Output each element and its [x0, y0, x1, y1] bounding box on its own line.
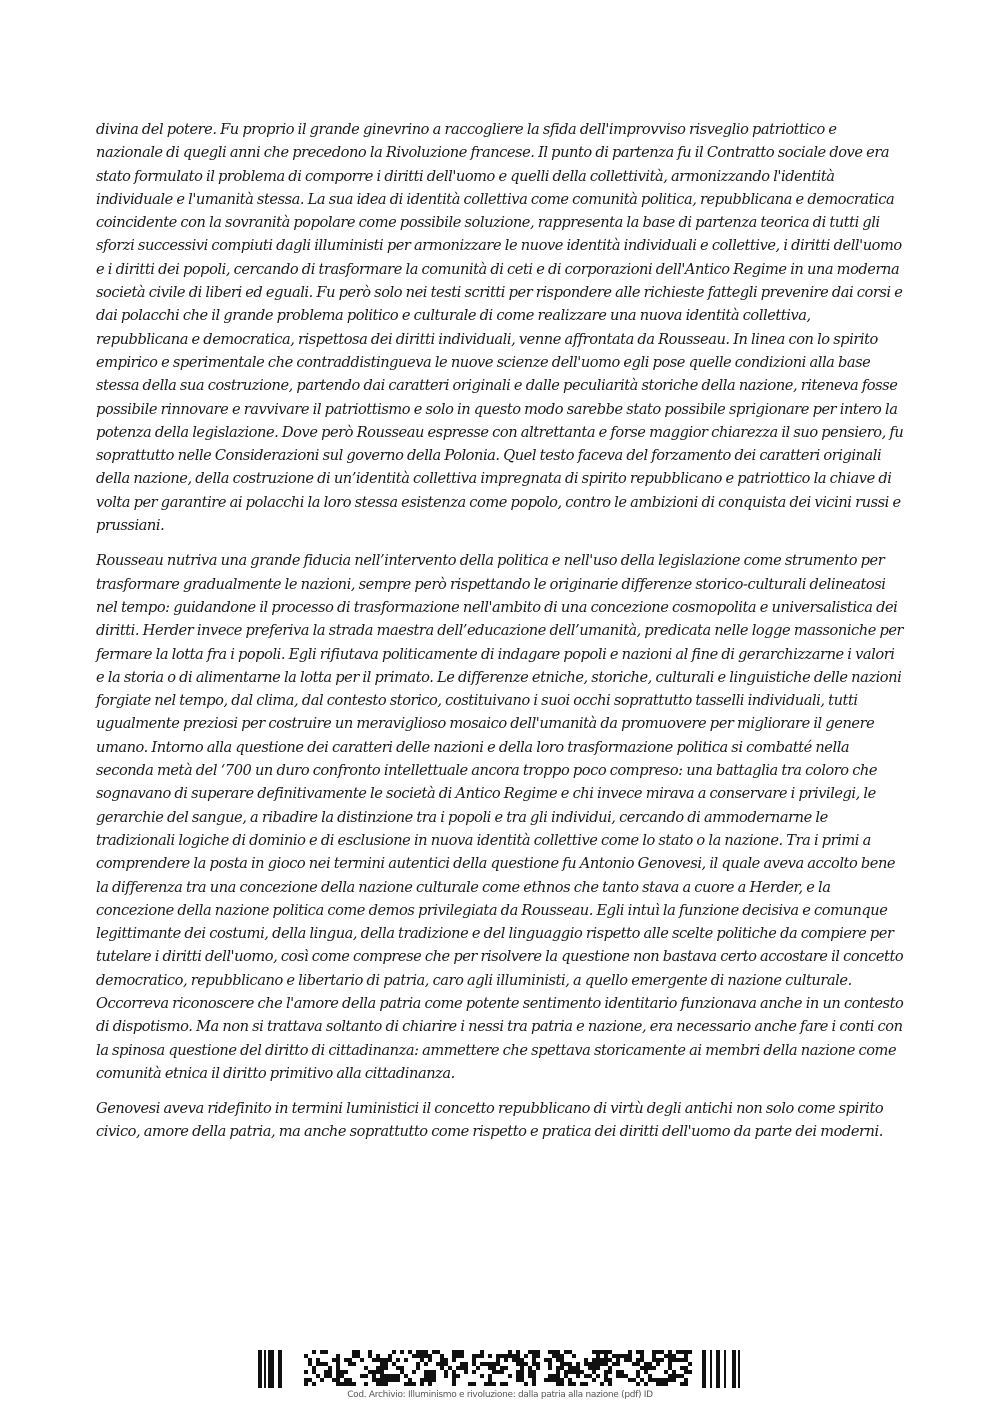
paragraph-2: Rousseau nutriva una grande fiducia nell’intervento della politica e nell'uso della legislazione come strumento per trasformare gradualmente le nazioni, sempre però rispettando le originarie differenze storico-culturali delineatosi nel tempo: guidandone il processo di trasformazione nell'ambito di una concezione cosmopolita e universalistica dei diritti. Herder invece preferiva la strada maestra dell’educazione dell’umanità, predicata nelle logge massoniche per fermare la lotta fra i popoli. Egli rifiutava politicamente di indagare popoli e nazioni al fine di gerarchizzarne i valori e la storia o di alimentarne la lotta per il primato. Le differenze etniche, storiche, culturali e linguistiche delle nazioni forgiate nel tempo, dal clima, dal contesto storico, costituivano i suoi occhi soprattutto tasselli individuali, tutti ugualmente preziosi per costruire un meraviglioso mosaico dell'umanità da promuovere per migliorare il genere umano. Intorno alla questione dei caratteri delle nazioni e della loro trasformazione politica si combatté nella seconda metà del ‘700 un duro confronto intellettuale ancora troppo poco compreso: una battaglia tra coloro che sognavano di superare definitivamente le società di Antico Regime e chi invece mirava a conservare i privilegi, le gerarchie del sangue, a ribadire la distinzione tra i popoli e tra gli individui, cercando di ammodernarne le tradizionali logiche di dominio e di esclusione in nuova identità collettive come lo stato o la nazione. Tra i primi a comprendere la posta in gioco nei termini autentici della questione fu Antonio Genovesi, il quale aveva accolto bene la differenza tra una concezione della nazione culturale come ethnos che tanto stava a cuore a Herder, e la concezione della nazione politica come demos privilegiata da Rousseau. Egli intuì la funzione decisiva e comunque legittimante dei costumi, della lingua, della tradizione e del linguaggio rispetto alle scelte politiche da compiere per tutelare i diritti dell'uomo, così come comprese che per risolvere la questione non bastava certo accostare il concetto democratico, repubblicano e libertario di patria, caro agli illuministi, a quello emergente di nazione culturale. Occorreva riconoscere che l'amore della patria come potente sentimento identitario funzionava anche in un contesto di dispotismo. Ma non si trattava soltanto di chiarire i nessi tra patria e nazione, era necessario anche fare i conti con la spinosa questione del diritto di cittadinanza: ammettere che spettava storicamente ai membri della nazione come comunità etnica il diritto primitivo alla cittadinanza.: [96, 552, 904, 1082]
footer-barcode: [258, 1350, 742, 1400]
barcode-caption: Cod. Archivio: Illuminismo e rivoluzione: dalla patria alla nazione (pdf) ID: [347, 1390, 653, 1400]
barcode-graphic: [258, 1350, 742, 1390]
paragraph-1: divina del potere. Fu proprio il grande ginevrino a raccogliere la sfida dell'improvviso risveglio patriottico e nazionale di quegli anni che precedono la Rivoluzione francese. Il punto di partenza fu il Contratto sociale dove era stato formulato il problema di comporre i diritti dell'uomo e quelli della collettività, armonizzando l'identità individuale e l'umanità stessa. La sua idea di identità collettiva come comunità politica, repubblicana e democratica coincidente con la sovranità popolare come possibile soluzione, rappresenta la base di partenza teorica di tutti gli sforzi successivi compiuti dagli illuministi per armonizzare le nuove identità individuali e collettive, i diritti dell'uomo e i diritti dei popoli, cercando di trasformare la comunità di ceti e di corporazioni dell'Antico Regime in una moderna società civile di liberi ed eguali. Fu però solo nei testi scritti per rispondere alle richieste fattegli prevenire dai corsi e dai polacchi che il grande problema politico e culturale di come realizzare una nuova identità collettiva, repubblicana e democratica, rispettosa dei diritti individuali, venne affrontata da Rousseau. In linea con lo spirito empirico e sperimentale che contraddistingueva le nuove scienze dell'uomo egli pose quelle condizioni alla base stessa della sua costruzione, partendo dai caratteri originali e dalle peculiarità storiche della nazione, riteneva fosse possibile rinnovare e ravvivare il patriottismo e solo in questo modo sarebbe stato possibile sprigionare per intero la potenza della legislazione. Dove però Rousseau espresse con altrettanta e forse maggior chiarezza il suo pensiero, fu soprattutto nelle Considerazioni sul governo della Polonia. Quel testo faceva del forzamento dei caratteri originali della nazione, della costruzione di un’identità collettiva impregnata di spirito repubblicano e patriottico la chiave di volta per garantire ai polacchi la loro stessa esistenza come popolo, contro le ambizioni di conquista dei vicini russi e prussiani.: [96, 121, 904, 535]
document-page: [96, 118, 904, 1156]
paragraph-3: Genovesi aveva ridefinito in termini luministici il concetto repubblicano di virtù degli antichi non solo come spirito civico, amore della patria, ma anche soprattutto come rispetto e pratica dei diritti dell'uomo da parte dei moderni.: [96, 1100, 884, 1141]
